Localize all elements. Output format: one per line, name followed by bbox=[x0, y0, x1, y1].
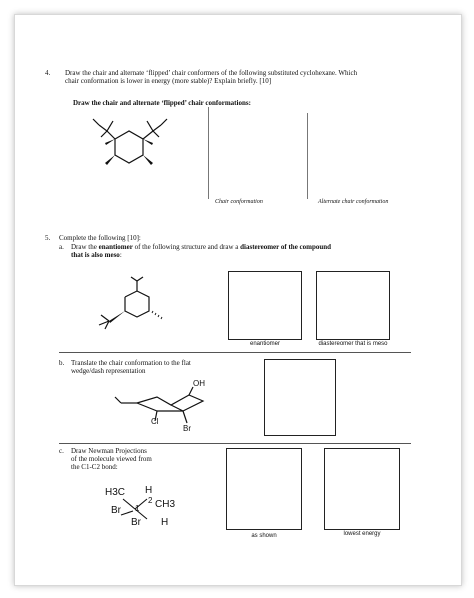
q4-text-line1: Draw the chair and alternate ‘flipped’ chair conformers of the following substituted cyclohexane. Which bbox=[65, 69, 358, 77]
q5b-label-cl: Cl bbox=[151, 417, 159, 426]
q4-instruction: Draw the chair and alternate ‘flipped’ chair conformations: bbox=[73, 99, 251, 107]
q4-caption-alternate: Alternate chair conformation bbox=[318, 199, 389, 205]
q4-divider-left bbox=[208, 107, 209, 199]
q4-caption-chair: Chair conformation bbox=[215, 199, 263, 205]
enantiomer-box-label: enantiomer bbox=[249, 341, 281, 347]
q5b-label-oh: OH bbox=[193, 379, 205, 388]
wedge-dash-answer-box[interactable] bbox=[264, 359, 336, 436]
q4-cyclohexane-structure bbox=[75, 115, 185, 185]
meso-answer-box[interactable] bbox=[316, 271, 390, 340]
q5c-text-line2: of the molecule viewed from bbox=[71, 455, 152, 463]
worksheet-page bbox=[14, 14, 462, 586]
enantiomer-answer-box[interactable] bbox=[228, 271, 302, 340]
q5c-label-br-bottom: Br bbox=[131, 517, 141, 528]
q5c-label-2: 2 bbox=[148, 496, 153, 505]
q5-intro: Complete the following [10]: bbox=[59, 234, 141, 242]
q5b-label-br: Br bbox=[183, 424, 191, 433]
q5a-text-line2: that is also meso: bbox=[71, 251, 122, 259]
q5-separator-2 bbox=[59, 443, 411, 444]
q5c-label-h-bottom: H bbox=[161, 517, 169, 528]
q5-separator-1 bbox=[59, 352, 411, 353]
q5b-text-line2: wedge/dash representation bbox=[71, 367, 146, 375]
q5c-text-line1: Draw Newman Projections bbox=[71, 447, 147, 455]
q5b-chair-structure bbox=[111, 377, 231, 437]
q5c-letter: c. bbox=[59, 447, 64, 455]
newman-lowest-energy-label: lowest energy bbox=[343, 531, 381, 537]
q5c-label-ch3: CH3 bbox=[155, 499, 176, 510]
q5a-letter: a. bbox=[59, 243, 64, 251]
q4-text-line2: chair conformation is lower in energy (more stable)? Explain briefly. [10] bbox=[65, 77, 272, 85]
q5a-structure bbox=[85, 277, 185, 347]
q5-number: 5. bbox=[45, 234, 51, 242]
newman-as-shown-box[interactable] bbox=[226, 448, 302, 530]
q5c-label-br-left: Br bbox=[111, 505, 121, 516]
q5b-text-line1: Translate the chair conformation to the flat bbox=[71, 359, 191, 367]
newman-as-shown-label: as shown bbox=[251, 533, 277, 539]
q5a-text: Draw the enantiomer of the following structure and draw a diastereomer of the compound bbox=[71, 243, 332, 251]
q4-number: 4. bbox=[45, 69, 51, 77]
meso-box-label: diastereomer that is meso bbox=[318, 341, 388, 347]
newman-lowest-energy-box[interactable] bbox=[324, 448, 400, 530]
q4-divider-right bbox=[307, 113, 308, 199]
q5c-label-1: 1 bbox=[135, 504, 140, 513]
q5c-label-h3c: H3C bbox=[105, 487, 126, 498]
q5b-letter: b. bbox=[59, 359, 65, 367]
q5c-text-line3: the C1-C2 bond: bbox=[71, 463, 118, 471]
q5c-label-h-top: H bbox=[145, 485, 153, 496]
